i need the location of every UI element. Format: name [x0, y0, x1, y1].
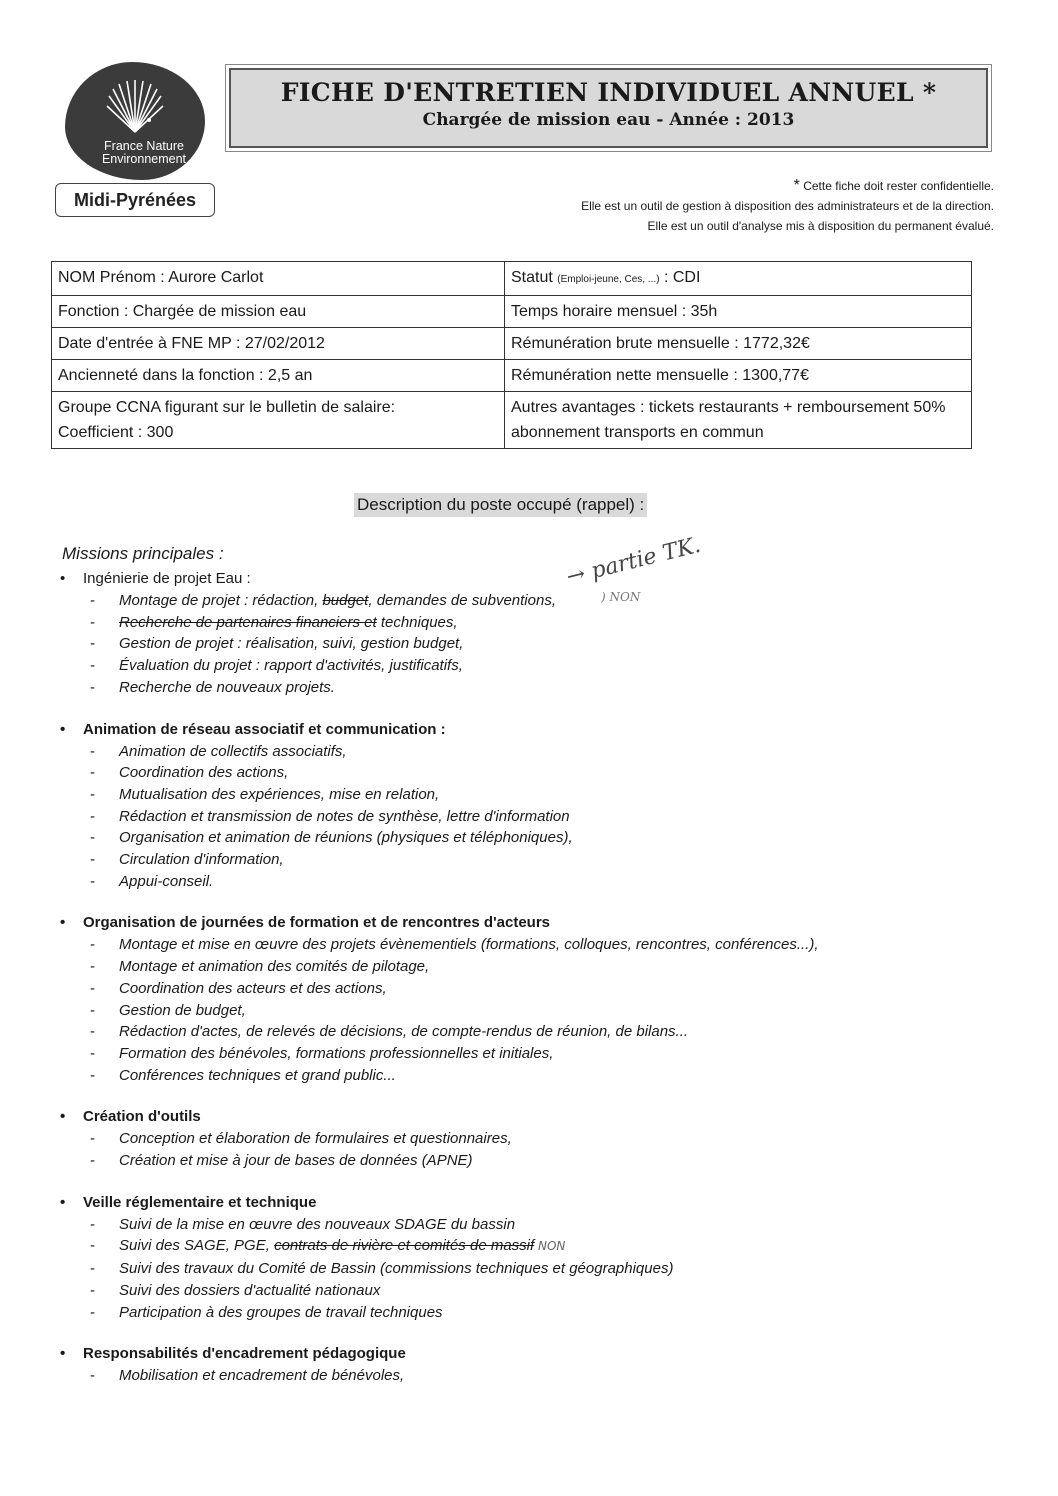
missions-title: Missions principales :	[62, 544, 224, 563]
mission-item-text: Coordination des acteurs et des actions,	[119, 979, 387, 997]
mission-group-title: Organisation de journées de formation et de rencontres d'acteurs	[83, 914, 551, 932]
mission-item-text: Animation de collectifs associatifs,	[119, 742, 347, 760]
mission-group	[57, 719, 1007, 893]
mission-item	[57, 1128, 1007, 1150]
dash-icon: -	[90, 1066, 95, 1084]
mission-item	[57, 1302, 1007, 1324]
logo-name-line2: Environnement	[101, 152, 187, 166]
mission-item	[57, 806, 1007, 828]
dash-icon: -	[90, 851, 95, 869]
mission-item-text: Participation à des groupes de travail techniques	[119, 1303, 443, 1321]
note-star: *	[793, 177, 800, 194]
struck-text: contrats de rivière et comités de massif	[274, 1237, 535, 1255]
mission-group-heading	[57, 568, 1007, 590]
mission-item	[57, 1000, 1007, 1022]
dash-icon: -	[90, 1281, 95, 1299]
mission-item	[57, 1280, 1007, 1302]
table-row	[52, 392, 972, 449]
note-line1	[581, 176, 994, 196]
note-line1-text: Cette fiche doit rester confidentielle.	[803, 179, 994, 193]
mission-group-title: Responsabilités d'encadrement pédagogique	[83, 1345, 406, 1363]
mission-item	[57, 871, 1007, 893]
section-heading: Description du poste occupé (rappel) :	[354, 493, 647, 517]
table-row	[52, 296, 972, 328]
bullet-icon: •	[60, 720, 66, 738]
mission-item	[57, 784, 1007, 806]
logo-region: Midi-Pyrénées	[55, 183, 215, 217]
mission-group-heading	[57, 1343, 1007, 1365]
dash-icon: -	[90, 872, 95, 890]
mission-group	[57, 1343, 1007, 1387]
mission-group-heading	[57, 912, 1007, 934]
dash-icon: -	[90, 936, 95, 954]
mission-group-heading	[57, 1192, 1007, 1214]
struck-text: Recherche de partenaires financiers et	[119, 613, 377, 631]
mission-item-text: , demandes de subventions,	[368, 592, 556, 609]
dash-icon: -	[90, 764, 95, 782]
dash-icon: -	[90, 785, 95, 803]
date-entree-cell: Date d'entrée à FNE MP : 27/02/2012	[52, 328, 505, 360]
mission-item	[57, 1214, 1007, 1236]
fonction-cell: Fonction : Chargée de mission eau	[52, 296, 505, 328]
dash-icon: -	[90, 1367, 95, 1385]
bullet-icon: •	[60, 1108, 66, 1126]
title-text: FICHE D'ENTRETIEN INDIVIDUEL ANNUEL	[280, 78, 914, 107]
anciennete-cell: Ancienneté dans la fonction : 2,5 an	[52, 360, 505, 392]
avantages-cell: Autres avantages : tickets restaurants + remboursement 50% abonnement transports en commun	[505, 392, 972, 449]
document-title	[231, 78, 986, 107]
mission-item-text: Conférences techniques et grand public...	[119, 1066, 396, 1084]
mission-item	[57, 741, 1007, 763]
mission-item	[57, 1021, 1007, 1043]
document-subtitle: Chargée de mission eau - Année : 2013	[422, 110, 795, 130]
dash-icon: -	[90, 979, 95, 997]
statut-label: Statut	[511, 269, 553, 286]
mission-item-text: Montage de projet : rédaction,	[119, 592, 323, 609]
fne-logo	[55, 62, 215, 222]
mission-item	[57, 1065, 1007, 1087]
hedgehog-icon	[105, 74, 165, 136]
mission-group-title: Veille réglementaire et technique	[83, 1193, 317, 1211]
mission-group-title: Création d'outils	[83, 1108, 201, 1126]
dash-icon: -	[90, 958, 95, 976]
mission-item	[57, 934, 1007, 956]
nom-cell: NOM Prénom : Aurore Carlot	[52, 262, 505, 296]
mission-item-text: Gestion de projet : réalisation, suivi, gestion budget,	[119, 635, 464, 653]
mission-group-title: Animation de réseau associatif et communication :	[83, 720, 446, 738]
dash-icon: -	[90, 592, 95, 609]
mission-item-text: Mobilisation et encadrement de bénévoles,	[119, 1367, 405, 1385]
mission-group	[57, 912, 1007, 1086]
mission-group-heading	[57, 1106, 1007, 1128]
handwritten-partie-note: → partie TK.	[564, 532, 704, 591]
mission-item-text: Rédaction d'actes, de relevés de décisions, de compte-rendus de réunion, de bilans...	[119, 1023, 689, 1041]
document-title-box	[229, 68, 988, 148]
bullet-icon: •	[60, 1345, 66, 1363]
dash-icon: -	[90, 742, 95, 760]
mission-item-text: Recherche de nouveaux projets.	[119, 678, 335, 696]
mission-item	[57, 1235, 1007, 1258]
mission-item-text: techniques,	[376, 613, 458, 631]
title-star: *	[922, 78, 937, 107]
mission-item-text: Organisation et animation de réunions (physiques et téléphoniques),	[119, 829, 573, 847]
dash-icon: -	[90, 829, 95, 847]
mission-item-text: Appui-conseil.	[119, 872, 214, 890]
table-row	[52, 262, 972, 296]
logo-name-line1: France Nature	[104, 139, 184, 153]
logo-badge	[65, 62, 205, 180]
mission-item	[57, 1150, 1007, 1172]
mission-item-text: Suivi de la mise en œuvre des nouveaux SDAGE du bassin	[119, 1215, 516, 1233]
mission-item-text: Montage et mise en œuvre des projets évènementiels (formations, colloques, rencontres, conférences...),	[119, 936, 819, 954]
mission-item	[57, 1365, 1007, 1387]
mission-item-text: Création et mise à jour de bases de données (APNE)	[119, 1152, 473, 1170]
mission-item-text: Montage et animation des comités de pilotage,	[119, 958, 430, 976]
mission-item-text: Suivi des dossiers d'actualité nationaux	[119, 1281, 381, 1299]
table-row	[52, 328, 972, 360]
coefficient-text: Coefficient : 300	[58, 424, 174, 441]
dash-icon: -	[90, 657, 95, 675]
mission-item	[57, 633, 1007, 655]
dash-icon: -	[90, 1303, 95, 1321]
logo-name	[79, 140, 209, 166]
mission-group	[57, 568, 1007, 699]
handwritten-non-note: NON	[534, 1239, 566, 1254]
mission-item-text: Mutualisation des expériences, mise en relation,	[119, 785, 440, 803]
mission-group	[57, 1192, 1007, 1324]
dash-icon: -	[90, 635, 95, 653]
remuneration-brute-cell: Rémunération brute mensuelle : 1772,32€	[505, 328, 972, 360]
groupe-text: Groupe CCNA figurant sur le bulletin de salaire:	[58, 399, 396, 416]
dash-icon: -	[90, 1023, 95, 1041]
mission-item	[57, 978, 1007, 1000]
dash-icon: -	[90, 678, 95, 696]
dash-icon: -	[90, 807, 95, 825]
groupe-cell	[52, 392, 505, 449]
statut-hint: (Emploi-jeune, Ces, ...)	[557, 274, 660, 285]
mission-item	[57, 827, 1007, 849]
mission-item	[57, 1043, 1007, 1065]
confidential-notes	[581, 176, 994, 236]
mission-item-text: Suivi des SAGE, PGE,	[119, 1237, 275, 1255]
mission-item	[57, 655, 1007, 677]
mission-item-text: Circulation d'information,	[119, 851, 284, 869]
mission-item	[57, 849, 1007, 871]
mission-group	[57, 1106, 1007, 1171]
mission-item-text: Formation des bénévoles, formations professionnelles et initiales,	[119, 1044, 554, 1062]
statut-value: : CDI	[663, 269, 701, 286]
mission-item-text: Rédaction et transmission de notes de synthèse, lettre d'information	[119, 807, 570, 825]
dash-icon: -	[90, 1152, 95, 1170]
mission-item	[57, 956, 1007, 978]
note-line2: Elle est un outil de gestion à disposition des administrateurs et de la direction.	[581, 199, 994, 213]
mission-item	[57, 677, 1007, 699]
dash-icon: -	[90, 1130, 95, 1148]
temps-cell: Temps horaire mensuel : 35h	[505, 296, 972, 328]
mission-item	[57, 612, 1007, 634]
dash-icon: -	[90, 1237, 95, 1255]
mission-group-heading	[57, 719, 1007, 741]
bullet-icon: •	[60, 1193, 66, 1211]
mission-item	[57, 1258, 1007, 1280]
mission-group-title: Ingénierie de projet Eau :	[83, 570, 251, 587]
mission-item-text: Évaluation du projet : rapport d'activités, justificatifs,	[119, 657, 463, 675]
employee-info-table	[51, 261, 972, 449]
remuneration-nette-cell: Rémunération nette mensuelle : 1300,77€	[505, 360, 972, 392]
mission-item-text: Coordination des actions,	[119, 764, 289, 782]
table-row	[52, 360, 972, 392]
mission-item	[57, 590, 1007, 612]
dash-icon: -	[90, 613, 95, 631]
dash-icon: -	[90, 1260, 95, 1278]
statut-cell	[505, 262, 972, 296]
mission-item-text: Gestion de budget,	[119, 1001, 246, 1019]
struck-text: budget	[322, 592, 369, 609]
handwritten-non-note: ) NON	[601, 590, 641, 604]
bullet-icon: •	[60, 914, 66, 932]
dash-icon: -	[90, 1215, 95, 1233]
dash-icon: -	[90, 1044, 95, 1062]
missions-list	[57, 568, 1007, 1407]
mission-item	[57, 762, 1007, 784]
mission-item-text: Conception et élaboration de formulaires et questionnaires,	[119, 1130, 512, 1148]
dash-icon: -	[90, 1001, 95, 1019]
note-line3: Elle est un outil d'analyse mis à disposition du permanent évalué.	[647, 219, 994, 233]
bullet-icon: •	[60, 570, 66, 587]
mission-item-text: Suivi des travaux du Comité de Bassin (commissions techniques et géographiques)	[119, 1260, 674, 1278]
